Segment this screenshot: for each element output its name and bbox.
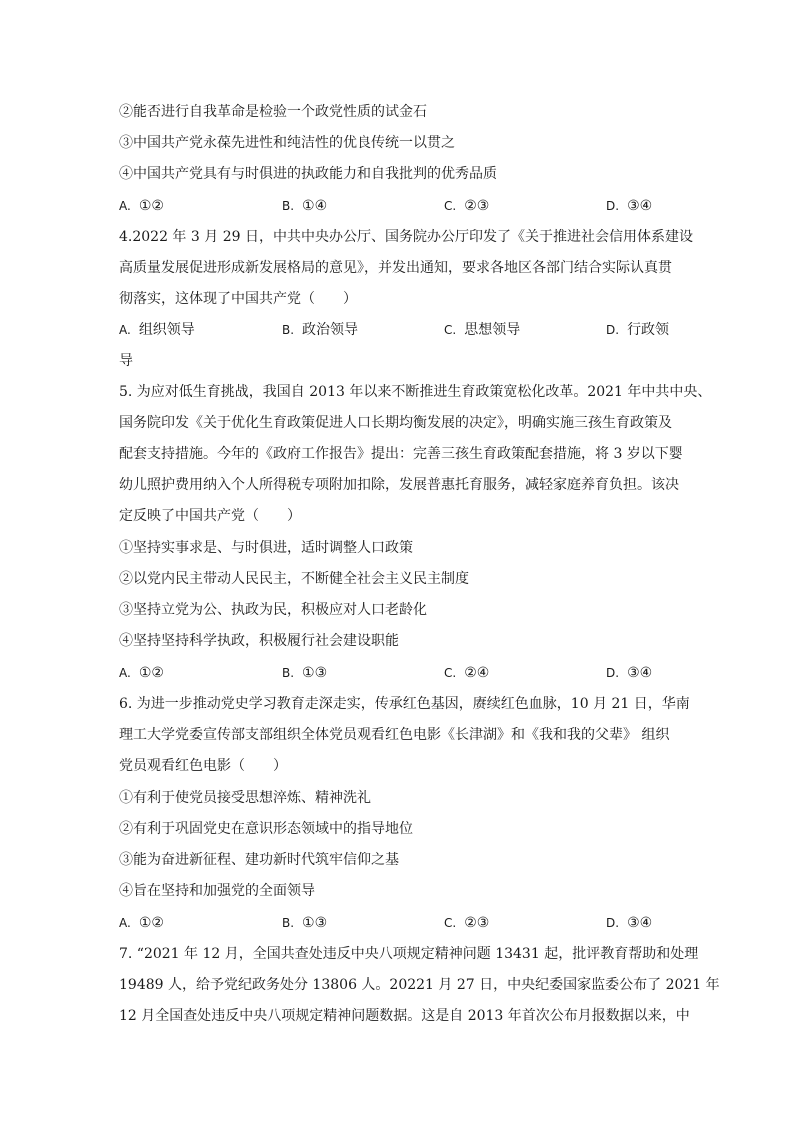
- q6-option-d: [606, 913, 652, 933]
- q5-option-b-letter: B.: [282, 666, 295, 680]
- q4-stem-line-1: 4.2022 年 3 月 29 日，中共中央办公厅、国务院办公厅印发了《关于推进社会信用体系建设: [119, 229, 693, 245]
- q5-option-a: [119, 663, 164, 683]
- q5-option-c: [444, 663, 489, 683]
- q3-option-c-letter: C.: [444, 199, 457, 213]
- q3-item-3: ③中国共产党永葆先进性和纯洁性的优良传统一以贯之: [119, 135, 455, 151]
- q6-option-b: [282, 913, 327, 933]
- q5-option-b-text: ①③: [302, 665, 328, 681]
- q4-option-c: [444, 320, 520, 340]
- q7-stem-line-2: 19489 人，给予党纪政务处分 13806 人。20221 月 27 日，中央纪委国家监委公布了 2021 年: [119, 977, 720, 993]
- q4-option-a-letter: A.: [119, 323, 131, 337]
- q6-option-c-text: ②③: [464, 915, 490, 931]
- q6-option-c-letter: C.: [444, 916, 457, 930]
- q6-item-4: ④旨在坚持和加强党的全面领导: [119, 883, 315, 899]
- q6-option-d-text: ③④: [627, 915, 653, 931]
- q4-option-c-letter: C.: [444, 323, 457, 337]
- q4-option-a: [119, 320, 195, 340]
- q6-option-a-text: ①②: [138, 915, 164, 931]
- q5-stem-line-1: 5. 为应对低生育挑战，我国自 2013 年以来不断推进生育政策宽松化改革。2021 年中共中央、: [119, 384, 712, 400]
- q4-stem-line-2: 高质量发展促进形成新发展格局的意见》，并发出通知，要求各地区各部门结合实际认真贯: [119, 260, 672, 276]
- q5-stem-line-5: 定反映了中国共产党（ ）: [119, 508, 301, 524]
- q4-option-c-text: 思想领导: [464, 322, 521, 338]
- q7-stem-line-1: 7. “2021 年 12 月，全国共查处违反中央八项规定精神问题 13431 起，批评教育帮助和处理: [119, 946, 699, 962]
- q3-option-b-text: ①④: [302, 198, 328, 214]
- q6-option-a: [119, 913, 164, 933]
- q3-item-4: ④中国共产党具有与时俱进的执政能力和自我批判的优秀品质: [119, 166, 497, 182]
- q5-stem-line-3: 配套支持措施。今年的《政府工作报告》提出：完善三孩生育政策配套措施，将 3 岁以下婴: [119, 446, 683, 462]
- q6-option-a-letter: A.: [119, 916, 131, 930]
- q5-item-4: ④坚持坚持科学执政，积极履行社会建设职能: [119, 633, 399, 649]
- q4-option-b-text: 政治领导: [302, 322, 359, 338]
- q4-option-d: [606, 320, 669, 340]
- q3-option-d-letter: D.: [606, 199, 620, 213]
- q3-option-a-letter: A.: [119, 199, 131, 213]
- q5-option-d-text: ③④: [627, 665, 653, 681]
- q6-option-d-letter: D.: [606, 916, 620, 930]
- q6-item-2: ②有利于巩固党史在意识形态领域中的指导地位: [119, 821, 413, 837]
- q4-option-a-text: 组织领导: [138, 322, 195, 338]
- q5-option-a-text: ①②: [138, 665, 164, 681]
- q6-stem-line-2: 理工大学党委宣传部支部组织全体党员观看红色电影《长津湖》和《我和我的父辈》 组织: [119, 727, 670, 743]
- q4-option-d-letter: D.: [606, 323, 620, 337]
- q5-item-2: ②以党内民主带动人民民主，不断健全社会主义民主制度: [119, 571, 469, 587]
- q6-item-1: ①有利于使党员接受思想淬炼、精神洗礼: [119, 790, 371, 806]
- q3-option-d: [606, 196, 652, 216]
- q3-option-d-text: ③④: [627, 198, 653, 214]
- q3-item-2: ②能否进行自我革命是检验一个政党性质的试金石: [119, 104, 427, 120]
- q6-option-c: [444, 913, 489, 933]
- q6-stem-line-1: 6. 为进一步推动党史学习教育走深走实，传承红色基因，赓续红色血脉，10 月 21 日，华南: [119, 696, 690, 712]
- q5-option-b: [282, 663, 327, 683]
- q3-option-c-text: ②③: [464, 198, 490, 214]
- q5-item-3: ③坚持立党为公、执政为民，积极应对人口老龄化: [119, 602, 427, 618]
- q6-option-b-letter: B.: [282, 916, 295, 930]
- q5-option-a-letter: A.: [119, 666, 131, 680]
- q5-option-c-text: ②④: [464, 665, 490, 681]
- q5-stem-line-4: 幼儿照护费用纳入个人所得税专项附加扣除，发展普惠托育服务，减轻家庭养育负担。该决: [119, 477, 679, 493]
- q3-option-a-text: ①②: [138, 198, 164, 214]
- q5-stem-line-2: 国务院印发《关于优化生育政策促进人口长期均衡发展的决定》，明确实施三孩生育政策及: [119, 415, 672, 431]
- q4-option-d-wrap: 导: [119, 353, 133, 369]
- q3-option-a: [119, 196, 164, 216]
- q7-stem-line-3: 12 月全国查处违反中央八项规定精神问题数据。这是自 2013 年首次公布月报数据以来，中: [119, 1008, 690, 1024]
- q3-option-c: [444, 196, 489, 216]
- q6-item-3: ③能为奋进新征程、建功新时代筑牢信仰之基: [119, 852, 399, 868]
- q6-option-b-text: ①③: [302, 915, 328, 931]
- q3-option-b: [282, 196, 327, 216]
- q5-option-d: [606, 663, 652, 683]
- q4-stem-line-3: 彻落实，这体现了中国共产党（ ）: [119, 291, 357, 307]
- q5-option-c-letter: C.: [444, 666, 457, 680]
- q5-item-1: ①坚持实事求是、与时俱进，适时调整人口政策: [119, 540, 413, 556]
- q6-stem-line-3: 党员观看红色电影（ ）: [119, 758, 287, 774]
- q4-option-b-letter: B.: [282, 323, 295, 337]
- q4-option-d-text: 行政领: [627, 322, 670, 338]
- q3-option-b-letter: B.: [282, 199, 295, 213]
- q5-option-d-letter: D.: [606, 666, 620, 680]
- q4-option-b: [282, 320, 358, 340]
